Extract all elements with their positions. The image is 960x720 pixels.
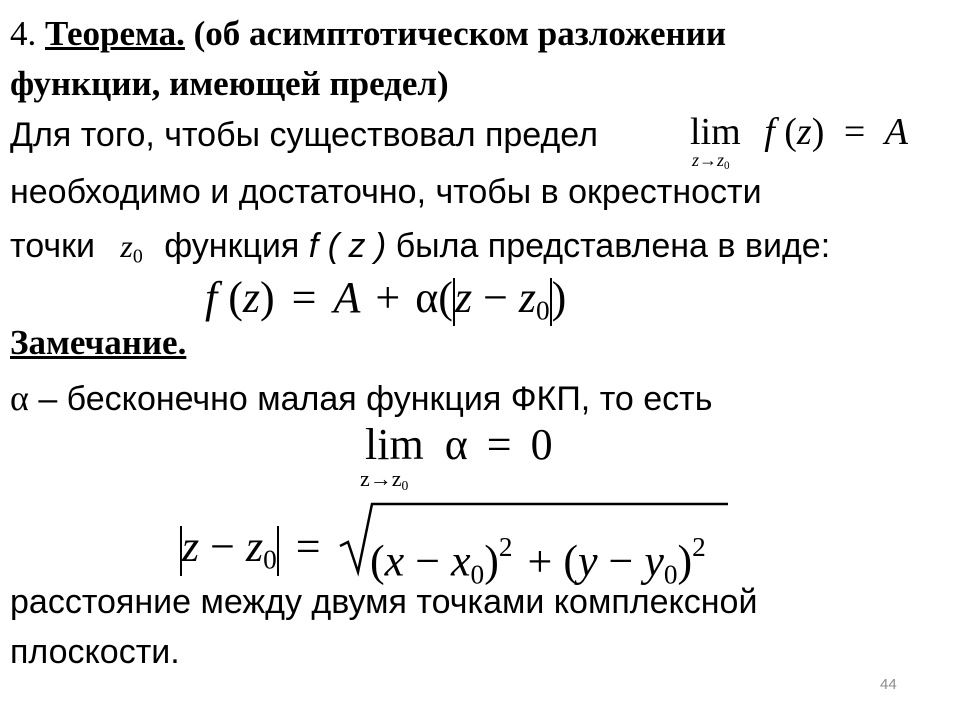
x0-index: 0 xyxy=(470,559,485,590)
minus-sign: − xyxy=(483,273,508,322)
f-of-z-inline: f ( z ) xyxy=(308,227,387,265)
remark-label: Замечание. xyxy=(10,323,187,362)
word-tochki: точки xyxy=(10,227,95,265)
equals-sign: = xyxy=(291,273,317,322)
paren-open: ( xyxy=(563,536,578,586)
alpha-symbol: α xyxy=(10,378,29,418)
paren-open: ( xyxy=(784,111,797,153)
paren-open: ( xyxy=(370,536,385,586)
alpha-limit-formula xyxy=(365,418,553,472)
z0-symbol: z xyxy=(245,522,264,571)
z0-inline xyxy=(120,228,143,268)
expansion-formula xyxy=(205,270,566,339)
alpha-limit-subscript xyxy=(360,466,408,494)
abs-bar-right xyxy=(277,526,279,576)
alpha-symbol: α xyxy=(415,273,439,322)
word-predstavlena: была представлена в виде: xyxy=(395,227,831,265)
theorem-title-line2: функции, имеющей предел) xyxy=(10,64,449,103)
lim-subscript-text: z→z xyxy=(692,150,725,170)
theorem-heading xyxy=(10,14,726,54)
theorem-label: Теорема. xyxy=(45,14,185,53)
theorem-number: 4. xyxy=(10,14,37,53)
footer-line-2: плоскости. xyxy=(10,633,180,671)
footer-line-1: расстояние между двумя точками комплексной xyxy=(10,583,758,621)
paren-close: ) xyxy=(484,536,499,586)
z-symbol: z xyxy=(796,111,812,153)
plus-sign: + xyxy=(527,536,553,586)
y0-symbol: y xyxy=(644,536,664,586)
z0-index: 0 xyxy=(263,544,277,575)
equals-sign: = xyxy=(486,420,512,469)
square-exponent: 2 xyxy=(498,532,513,562)
z-symbol: z xyxy=(242,273,261,322)
y0-index: 0 xyxy=(663,559,678,590)
remark-text: – бесконечно малая функция ФКП, то есть xyxy=(38,380,713,418)
equals-sign: = xyxy=(295,522,321,571)
z0-symbol: z xyxy=(518,273,537,322)
remark-text-line xyxy=(10,378,712,419)
paren-open: ( xyxy=(228,273,243,322)
a-symbol: A xyxy=(333,273,361,322)
page-number: 44 xyxy=(880,676,897,693)
x-symbol: x xyxy=(384,536,405,586)
limit-formula xyxy=(690,110,908,154)
z-symbol: z xyxy=(120,228,133,264)
lim-subscript-text: z→z xyxy=(360,466,402,491)
z-symbol: z xyxy=(182,522,200,571)
lim-text: lim xyxy=(690,111,741,153)
paren-open: ( xyxy=(438,273,453,322)
alpha-symbol: α xyxy=(444,420,468,469)
body-line-2: необходимо и достаточно, чтобы в окрестности xyxy=(10,173,762,211)
paren-close: ) xyxy=(260,273,275,322)
z0-index: 0 xyxy=(536,295,550,326)
plus-sign: + xyxy=(375,273,401,322)
paren-close: ) xyxy=(811,111,825,153)
minus-sign: − xyxy=(415,536,441,586)
body-line-1: Для того, чтобы существовал предел xyxy=(10,116,598,154)
paren-close: ) xyxy=(677,536,693,586)
y-symbol: y xyxy=(577,536,598,586)
z-symbol: z xyxy=(454,273,473,322)
lim-text: lim xyxy=(365,420,424,469)
lim-subscript-index: 0 xyxy=(401,477,409,493)
minus-sign: − xyxy=(210,522,235,571)
minus-sign: − xyxy=(608,536,634,586)
theorem-title: (об асимптотическом разложении xyxy=(193,14,727,53)
limit-subscript xyxy=(692,150,730,172)
square-exponent: 2 xyxy=(692,532,706,562)
distance-formula xyxy=(180,518,327,589)
word-funktsiya: функция xyxy=(164,227,300,265)
a-symbol: A xyxy=(884,111,909,153)
paren-close: ) xyxy=(551,273,567,322)
f-symbol: f xyxy=(205,273,218,322)
lim-subscript-index: 0 xyxy=(724,160,730,173)
zero-value: 0 xyxy=(530,420,553,469)
equals-sign: = xyxy=(843,111,866,153)
f-symbol: f xyxy=(764,111,775,153)
z0-index: 0 xyxy=(132,245,143,268)
x0-symbol: x xyxy=(451,536,471,586)
body-line-3 xyxy=(10,226,830,277)
